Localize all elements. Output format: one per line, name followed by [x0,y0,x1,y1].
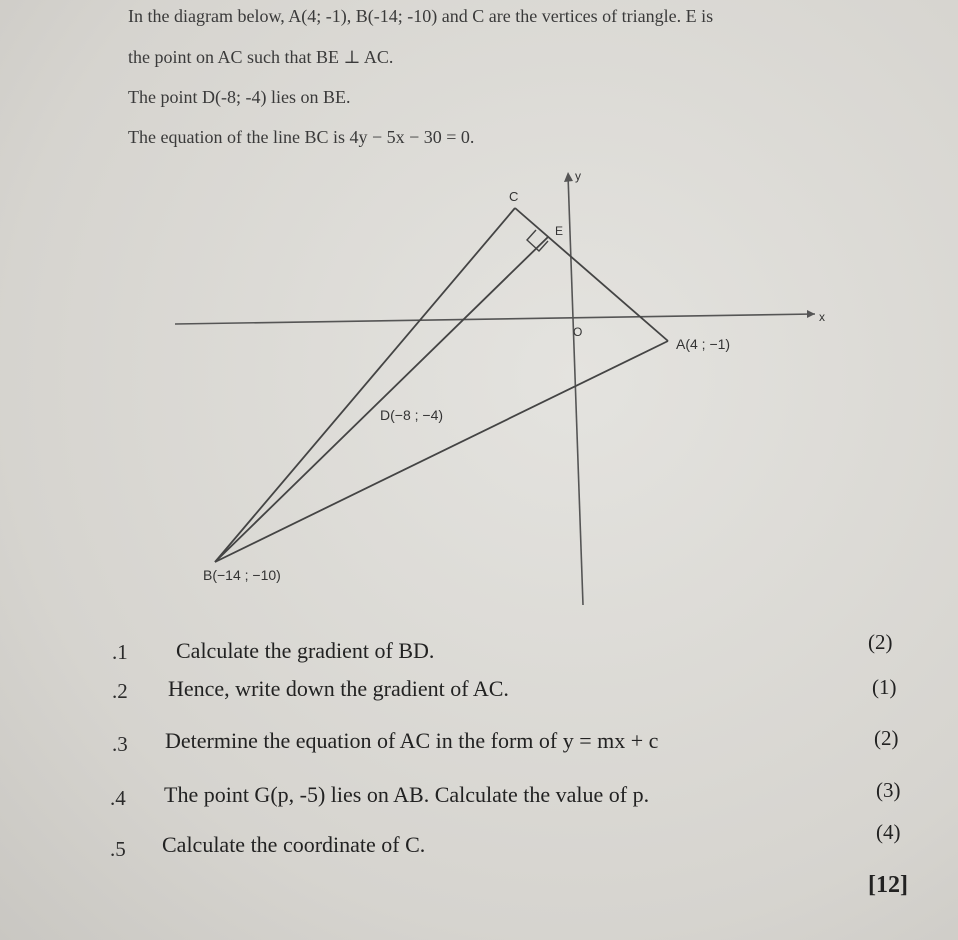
line-be [215,237,548,562]
x-axis-label: x [819,310,825,324]
y-axis-label: y [575,169,581,183]
line-ca [515,208,668,341]
x-axis-arrow [807,310,815,318]
intro-line-3: The point D(-8; -4) lies on BE. [128,87,351,107]
question-5-text: Calculate the coordinate of C. [162,832,426,857]
question-1-marks: (2) [868,630,893,654]
y-axis-arrow [564,172,573,182]
vertex-c-label: C [509,189,519,204]
line-ab [215,341,668,562]
total-marks: [12] [868,872,908,898]
question-1-number: .1 [112,640,128,664]
y-axis [568,175,583,605]
question-3-text: Determine the equation of AC in the form of y = mx + c [165,728,659,753]
question-5-marks: (4) [876,820,901,844]
intro-line-4: The equation of the line BC is 4y − 5x − 30 = 0. [128,127,475,147]
question-2-text: Hence, write down the gradient of AC. [168,676,509,701]
vertex-b-label: B(−14 ; −10) [203,567,281,583]
intro-line-2: the point on AC such that BE ⊥ AC. [128,47,394,67]
question-3-marks: (2) [874,726,899,750]
intro-line-1: In the diagram below, A(4; -1), B(-14; -10) and C are the vertices of triangle. E is [128,6,714,26]
question-3-number: .3 [112,732,128,756]
point-e-label: E [555,224,564,238]
question-4-text: The point G(p, -5) lies on AB. Calculate the value of p. [164,782,650,807]
question-4-number: .4 [110,786,126,810]
x-axis [175,314,815,324]
point-d-label: D(−8 ; −4) [380,407,444,423]
vertex-a-label: A(4 ; −1) [676,336,731,352]
line-bc [215,208,515,562]
question-2-marks: (1) [872,675,897,699]
question-4-marks: (3) [876,778,901,802]
question-5-number: .5 [110,837,126,861]
question-2-number: .2 [112,679,128,703]
origin-label: O [573,325,583,339]
question-1-text: Calculate the gradient of BD. [176,638,435,663]
